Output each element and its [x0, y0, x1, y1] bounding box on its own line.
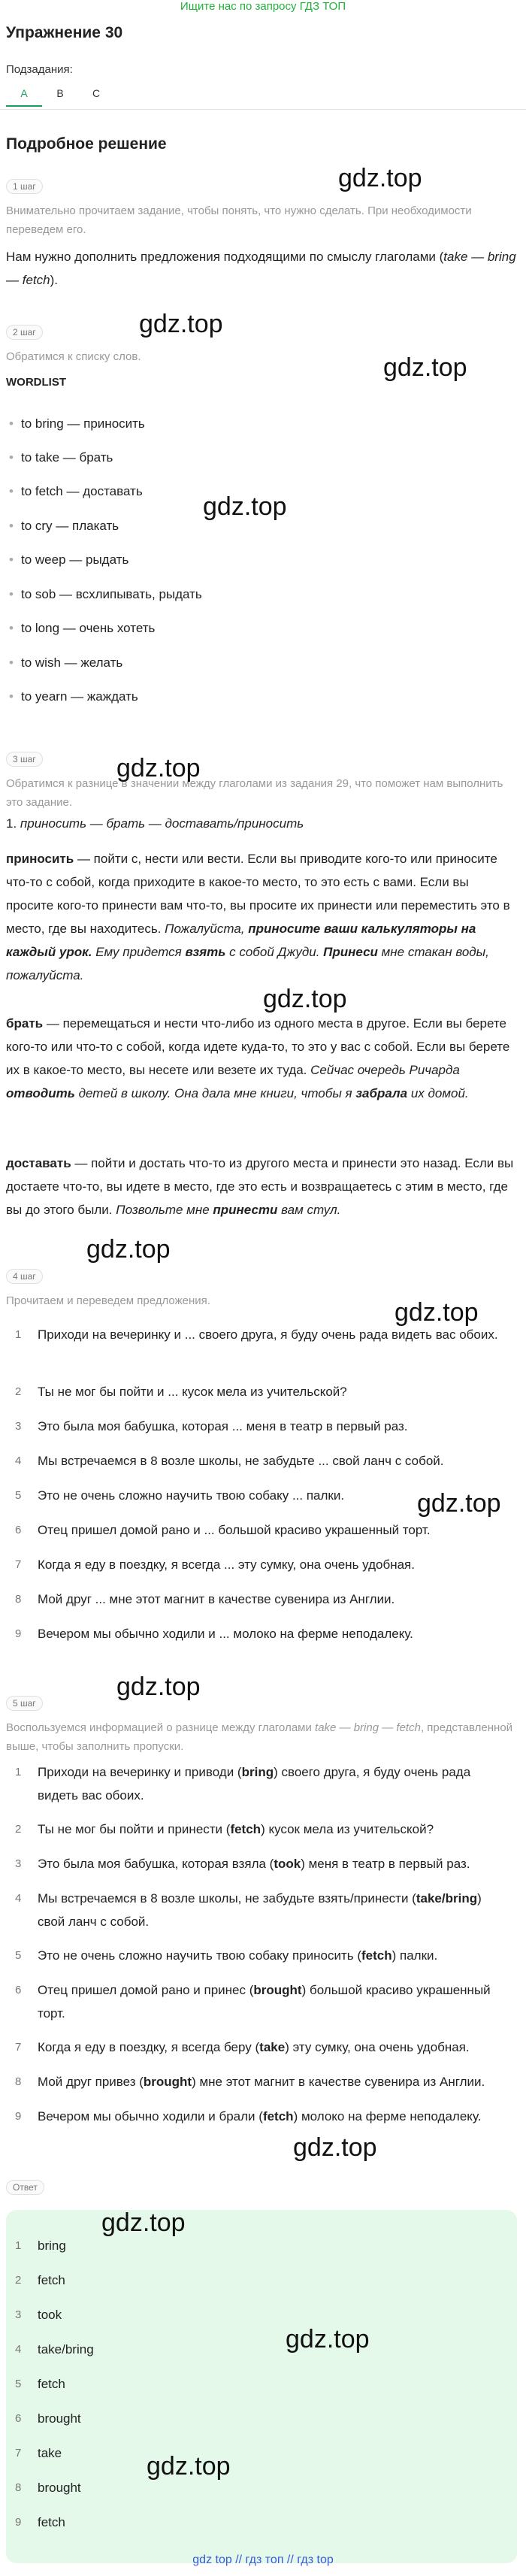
subtask-tabs — [6, 87, 114, 107]
answer-item: 4 take/bring — [15, 2342, 94, 2357]
wordlist-item: • to bring — приносить — [21, 415, 145, 433]
sentence-item: 7 Когда я еду в поездку, я всегда ... эту сумку, она очень удобная. — [15, 1557, 415, 1572]
watermark: gdz.top — [338, 164, 422, 192]
answer-item: 3 took — [15, 2308, 62, 2322]
wordlist-item: • to wish — желать — [21, 654, 122, 672]
step-5-badge: 5 шаг — [6, 1696, 43, 1711]
filled-sentence: 5 Это не очень сложно научить твою собаку приносить (fetch) палки. — [15, 1948, 438, 1963]
watermark: gdz.top — [263, 985, 347, 1013]
sentence-item: 5 Это не очень сложно научить твою собаку ... палки. — [15, 1488, 345, 1503]
step-5-hint: Воспользуемся информацией о разнице между глаголами take — bring — fetch, представленной выше, чтобы заполнить пропуски. — [6, 1721, 513, 1753]
sentence-item: 9 Вечером мы обычно ходили и ... молоко на ферме неподалеку. — [15, 1627, 413, 1641]
watermark: gdz.top — [203, 492, 287, 521]
step-4-badge: 4 шаг — [6, 1269, 43, 1284]
watermark: gdz.top — [417, 1489, 501, 1518]
step-2-badge: 2 шаг — [6, 325, 43, 340]
watermark: gdz.top — [147, 2452, 231, 2481]
filled-sentence: 4 Мы встречаемся в 8 возле школы, не забудьте взять/принести (take/bring) свой ланч с собой. — [15, 1891, 482, 1929]
watermark: gdz.top — [286, 2325, 370, 2354]
search-banner[interactable]: Ищите нас по запросу ГДЗ ТОП — [180, 0, 346, 13]
wordlist-item: • to weep — рыдать — [21, 551, 128, 569]
tab-a[interactable]: A — [6, 87, 42, 107]
watermark: gdz.top — [394, 1298, 479, 1327]
filled-sentence: 7 Когда я еду в поездку, я всегда беру (take) эту сумку, она очень удобная. — [15, 2040, 470, 2054]
page-title: Упражнение 30 — [6, 24, 123, 41]
answer-item: 2 fetch — [15, 2273, 65, 2287]
definition-bring: приносить — пойти с, нести или вести. Если вы приводите кого-то или приносите что-то с собой, когда приходите в какое-то место, то это есть с вами. Если вы просите кого-то принести вам что-то, вы просите их принести или переместить это в место, где вы находитесь. Пожалуйста, приносите ваши калькуляторы на каждый урок. Ему придется взять с собой Джуди. Принеси мне стакан воды, пожалуйста. — [6, 852, 510, 982]
answer-item: 5 fetch — [15, 2377, 65, 2391]
answer-item: 9 fetch — [15, 2515, 65, 2529]
sentence-item: 1 Приходи на вечеринку и ... своего друга, я буду очень рада видеть вас обоих. — [15, 1327, 498, 1342]
sentence-item: 6 Отец пришел домой рано и ... большой красиво украшенный торт. — [15, 1523, 431, 1537]
wordlist-item: • to yearn — жаждать — [21, 688, 138, 706]
sentence-item: 8 Мой друг ... мне этот магнит в качестве сувенира из Англии. — [15, 1592, 395, 1606]
tab-b[interactable]: B — [56, 87, 64, 99]
filled-sentence: 1 Приходи на вечеринку и приводи (bring) своего друга, я буду очень рада видеть вас обоих. — [15, 1765, 471, 1803]
tabs-divider — [0, 109, 526, 110]
watermark: gdz.top — [86, 1235, 171, 1264]
watermark: gdz.top — [116, 754, 201, 782]
watermark: gdz.top — [101, 2208, 186, 2237]
step-3-badge: 3 шаг — [6, 752, 43, 767]
wordlist-item: • to cry — плакать — [21, 517, 119, 535]
solution-title: Подробное решение — [6, 135, 167, 153]
watermark: gdz.top — [116, 1672, 201, 1701]
watermark: gdz.top — [383, 353, 467, 382]
step-1-text: Нам нужно дополнить предложения подходящими по смыслу глаголами (take — bring — fetch). — [6, 250, 516, 287]
filled-sentence: 8 Мой друг привез (brought) мне этот магнит в качестве сувенира из Англии. — [15, 2075, 485, 2089]
filled-sentence: 6 Отец пришел домой рано и принес (brought) большой красиво украшенный торт. — [15, 1983, 491, 2021]
sentence-item: 4 Мы встречаемся в 8 возле школы, не забудьте ... свой ланч с собой. — [15, 1454, 444, 1468]
sentence-item: 3 Это была моя бабушка, которая ... меня в театр в первый раз. — [15, 1419, 408, 1433]
subtasks-label: Подзадания: — [6, 63, 73, 76]
wordlist-item: • to take — брать — [21, 449, 113, 467]
definition-fetch: доставать — пойти и достать что-то из другого места и принести это назад. Если вы достаете что-то, вы идете в место, где это есть и возвращаетесь с этим в место, где вы до этого были. Позвольте мне принести вам стул. — [6, 1156, 514, 1217]
wordlist-item: • to sob — всхлипывать, рыдать — [21, 586, 202, 604]
sentence-item: 2 Ты не мог бы пойти и ... кусок мела из учительской? — [15, 1385, 347, 1399]
wordlist-item: • to fetch — доставать — [21, 483, 143, 501]
tab-c[interactable]: C — [92, 87, 101, 99]
wordlist-title: WORDLIST — [6, 376, 66, 389]
step-3-hint: Обратимся к разнице в значении между глаголами из задания 29, что поможет нам выполнить это задание. — [6, 777, 503, 809]
watermark: gdz.top — [293, 2133, 377, 2162]
filled-sentence: 2 Ты не мог бы пойти и принести (fetch) кусок мела из учительской? — [15, 1822, 434, 1836]
filled-sentence: 3 Это была моя бабушка, которая взяла (took) меня в театр в первый раз. — [15, 1857, 470, 1871]
step-1-hint: Внимательно прочитаем задание, чтобы понять, что нужно сделать. При необходимости переведем его. — [6, 204, 472, 236]
answer-item: 1 bring — [15, 2238, 66, 2253]
definition-take: брать — перемещаться и нести что-либо из одного места в другое. Если вы берете кого-то или что-то с собой, когда идете куда-то, то это у вас с собой. Если вы берете их в какое-то место, вы несете или везете их туда. Сейчас очередь Ричарда отводить детей в школу. Она дала мне книги, чтобы я забрала их домой. — [6, 1016, 510, 1100]
answer-item: 6 brought — [15, 2411, 81, 2426]
answer-item: 7 take — [15, 2446, 62, 2460]
wordlist-item: • to long — очень хотеть — [21, 619, 155, 637]
step-3-heading: 1. приносить — брать — доставать/приносить — [6, 816, 304, 831]
step-2-hint: Обратимся к списку слов. — [6, 350, 141, 363]
step-4-hint: Прочитаем и переведем предложения. — [6, 1294, 210, 1307]
watermark: gdz.top — [139, 310, 223, 338]
filled-sentence: 9 Вечером мы обычно ходили и брали (fetch) молоко на ферме неподалеку. — [15, 2109, 482, 2123]
answer-item: 8 brought — [15, 2481, 81, 2495]
answer-badge: Ответ — [6, 2180, 44, 2195]
step-1-badge: 1 шаг — [6, 179, 43, 194]
footer-links[interactable]: gdz top // гдз топ // гдз top — [192, 2553, 334, 2566]
